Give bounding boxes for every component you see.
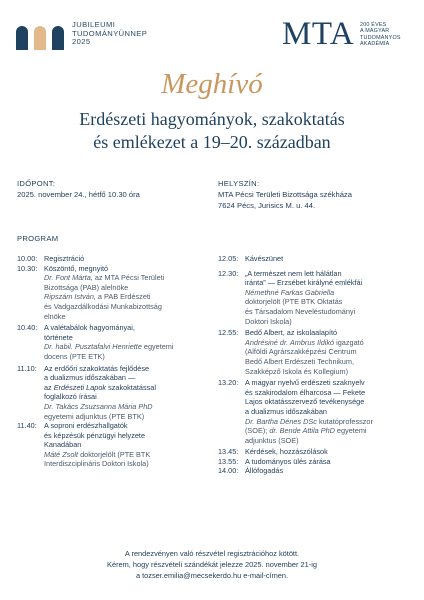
speaker-line: adjunktus (SOE) <box>245 435 299 445</box>
program-item <box>218 269 418 327</box>
mta-line: TUDOMÁNYOS <box>360 34 401 41</box>
arch-right <box>52 26 64 50</box>
item-title: foglalkozó írásai <box>44 392 97 402</box>
speaker-role: egyetemi <box>334 426 367 436</box>
arch-left <box>16 26 28 50</box>
title-part: szakoktatással <box>106 382 156 392</box>
speaker-name: Ripszám István, <box>44 292 96 302</box>
speaker-role: az MTA Pécsi Területi <box>92 273 165 283</box>
speaker-line <box>44 342 217 352</box>
speaker-name: Máté Zsolt <box>44 449 79 459</box>
item-time: 10.40: <box>17 323 38 333</box>
item-title: A soproni erdészhallgatók <box>44 421 128 431</box>
program-item <box>218 466 418 476</box>
item-time: 10.00: <box>17 254 38 263</box>
item-title: és szakirodalom élharcosa — Fekete <box>245 387 366 397</box>
speaker-role: egyetemi <box>141 342 174 352</box>
speaker-line: egyetemi adjunktus (PTE BTK) <box>44 411 145 421</box>
header <box>0 0 424 70</box>
mta-line: A MAGYAR <box>360 28 390 35</box>
program-item <box>218 328 418 376</box>
item-title: Állófogadás <box>245 466 284 476</box>
program-right-column <box>218 254 418 476</box>
jubilee-line: JUBILEUMI <box>72 20 116 29</box>
item-title: a dualizmus időszakában — <box>44 373 136 383</box>
item-time: 13.55: <box>218 456 239 466</box>
item-title: Köszöntő, megnyitó <box>44 263 109 273</box>
jubilee-line: 2025 <box>72 37 91 47</box>
item-time: 14.00: <box>218 466 239 476</box>
mta-line: 200 ÉVES <box>360 22 387 28</box>
item-time: 13.45: <box>218 447 239 457</box>
item-time: 12.30: <box>218 268 239 278</box>
item-time: 13.20: <box>218 378 239 388</box>
speaker-line: és Társadalom Neveléstudományi <box>245 306 356 316</box>
journal-name: Erdészeti Lapok <box>53 382 107 392</box>
speaker-line <box>245 338 418 348</box>
venue-line: 7624 Pécs, Jurisics M. u. 44. <box>218 201 316 210</box>
speaker-role: (SOE); <box>245 426 270 436</box>
item-title: Kávészünet <box>245 254 284 263</box>
item-time: 12.05: <box>218 254 239 263</box>
item-title: A tudományos ülés zárása <box>245 456 331 466</box>
speaker-role: igazgató <box>334 337 364 347</box>
item-title: A valétabálok hagyományai, <box>44 323 135 333</box>
item-time: 11.40: <box>17 421 37 431</box>
program-item <box>218 254 418 264</box>
speaker-line: elnöke <box>44 311 66 321</box>
speaker-line <box>245 417 418 427</box>
program-item <box>17 364 217 422</box>
speaker-line <box>245 426 418 436</box>
item-title: Bedő Albert, az iskolaalapító <box>245 328 338 338</box>
title-part: az <box>44 382 54 392</box>
speaker-name: dr. Bende Attila PhD <box>269 426 335 436</box>
program-item <box>218 378 418 445</box>
speaker-line: Bedő Albert Erdészeti Technikum, <box>245 356 354 366</box>
item-title: Lajos oktatásszervező tevékenysége <box>245 397 365 407</box>
date-block <box>17 178 140 200</box>
jubilee-text <box>72 21 147 47</box>
venue-block <box>218 178 352 211</box>
speaker-role: a PAB Erdészeti <box>95 292 151 302</box>
program-item <box>218 457 418 467</box>
program-item <box>17 323 217 361</box>
item-title: „A természet nem lett hálátlan <box>245 268 342 278</box>
item-title: A magyar nyelvű erdészeti szaknyelv <box>245 378 365 388</box>
program-label: PROGRAM <box>17 234 59 243</box>
speaker-role: kutatóprofesszor <box>316 416 373 426</box>
speaker-role: doktorjelölt (PTE BTK <box>78 449 151 459</box>
speaker-name: Dr. Bartha Dénes DSc <box>245 416 317 426</box>
item-title: és képzésük pénzügyi helyzete <box>44 430 146 440</box>
item-title: Az erdőőri szakoktatás fejlődése <box>44 363 150 373</box>
program-item <box>17 254 217 264</box>
program-left-column <box>17 254 217 469</box>
subtitle-line: Erdészeti hagyományok, szakoktatás <box>79 109 345 129</box>
item-title <box>44 383 217 393</box>
item-time: 10.30: <box>17 263 38 273</box>
jubilee-arches-logo <box>14 22 66 50</box>
speaker-line: Bizottsága (PAB) alelnöke <box>44 282 129 292</box>
speaker-name: Dr. habil. Pusztafalvi Henriette <box>44 342 142 352</box>
item-title: a dualizmus időszakában <box>245 406 327 416</box>
mta-line: AKADÉMIA <box>360 40 390 47</box>
mta-logo: MTA <box>282 16 355 52</box>
program-item <box>17 421 217 469</box>
date-label: IDŐPONT: <box>17 179 56 188</box>
speaker-line <box>44 292 217 302</box>
item-title: iránta” — Erzsébet királyné emlékfái <box>245 278 363 288</box>
date-value: 2025. november 24., hétfő 10.30 óra <box>17 190 140 199</box>
event-subtitle <box>0 108 424 154</box>
arch-middle <box>34 26 46 50</box>
program-item <box>218 447 418 457</box>
invitation-title: Meghívó <box>161 68 263 100</box>
speaker-line: docens (PTE ETK) <box>44 351 105 361</box>
item-title: Regisztráció <box>44 254 85 263</box>
speaker-line: Szakképző Iskola és Kollegium) <box>245 366 349 376</box>
venue-line: MTA Pécsi Területi Bizottsága székháza <box>218 190 352 199</box>
speaker-line <box>44 450 217 460</box>
item-title: Kanadában <box>44 440 82 450</box>
speaker-name: Dr. Takács Zsuzsanna Mária PhD <box>44 401 153 411</box>
item-title: története <box>44 332 73 342</box>
speaker-line: Interdiszciplináris Doktori Iskola) <box>44 459 149 469</box>
footer-line: Kérem, hogy részvételi szándékát jelezze 2025. november 21-ig <box>107 560 317 569</box>
speaker-line: és Vadgazdálkodási Munkabizottság <box>44 301 162 311</box>
speaker-line: doktorjelölt (PTE BTK Oktatás <box>245 297 343 307</box>
item-time: 11.10: <box>17 363 37 373</box>
speaker-name: Dr. Font Márta, <box>44 273 93 283</box>
speaker-name: Andrésiné dr. Ambrus Ildikó <box>245 337 335 347</box>
footer-line: a tozser.emilia@mecsekerdo.hu e-mail-címen. <box>135 571 289 580</box>
mta-text <box>360 22 401 47</box>
jubilee-line: TUDOMÁNYÜNNEP <box>72 28 148 38</box>
venue-label: HELYSZÍN: <box>218 179 260 188</box>
program-item <box>17 264 217 322</box>
footer-line: A rendezvényen való részvétel regisztrációhoz kötött. <box>124 549 300 558</box>
subtitle-line: és emlékezet a 19–20. században <box>93 132 331 152</box>
registration-note <box>0 548 424 581</box>
speaker-name: Némethné Farkas Gabriella <box>245 287 335 297</box>
item-title: Kérdések, hozzászólások <box>245 447 328 457</box>
item-time: 12.55: <box>218 328 239 338</box>
speaker-line: Doktori Iskola) <box>245 316 292 326</box>
speaker-line: (Alföldi Agrárszakképzési Centrum <box>245 347 357 357</box>
speaker-line <box>44 273 217 283</box>
